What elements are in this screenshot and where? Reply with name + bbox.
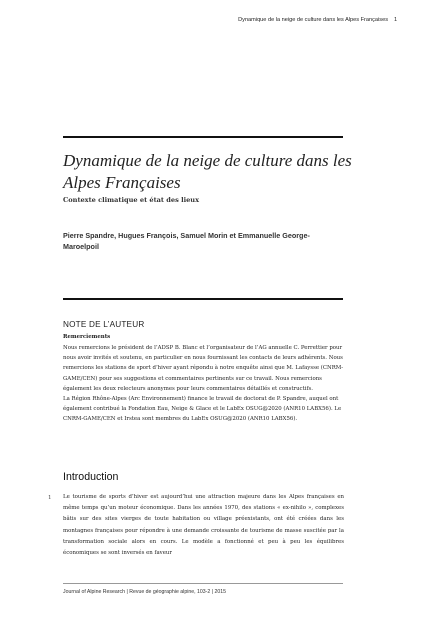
introduction-heading: Introduction <box>63 471 119 483</box>
running-header-title: Dynamique de la neige de culture dans les Alpes Françaises <box>238 17 388 23</box>
introduction-paragraph: Le tourisme de sports d’hiver est aujourd’hui une attraction majeure dans les Alpes françaises en même temps qu’un moteur économique. Dans les années 1970, des stations « ex-nihilo », complexes bâtis sur des sites vierges de toute habitation ou village préexistants, ont été créées dans les montagnes françaises pour répondre à une demande croissante de tourisme de masse suscitée par la transformation sociale alors en cours. Le modèle a fonctionné et peu à peu les équilibres économiques se sont inversés en faveur <box>63 494 344 557</box>
journal-footer: Journal of Alpine Research | Revue de géographie alpine, 103-2 | 2015 <box>63 589 227 595</box>
footer-rule <box>63 583 343 584</box>
page-number: 1 <box>394 17 398 23</box>
author-note-heading: NOTE DE L’AUTEUR <box>63 320 145 329</box>
article-subtitle: Contexte climatique et état des lieux <box>63 196 200 204</box>
acknowledgements-paragraph: Nous remercions le président de l’ADSP B. Blanc et l’organisateur de l’AG annuelle C. Perrettier pour nous avoir invités et soutenu, en particulier en nous fournissant les contacts de leurs adhérents. Nous remercions les stations de sport d’hiver ayant répondu à notre enquête ainsi que M. Lafaysse (CNRM-GAME/CEN) pour ses suggestions et commentaires pertinents sur ce travail. Nous remercions également les deux relecteurs anonymes pour leurs commentaires détaillés et constructifs. <box>63 345 344 392</box>
article-authors: Pierre Spandre, Hugues François, Samuel Morin et Emmanuelle George-Maroelpoil <box>63 231 310 251</box>
acknowledgements-label: Remerciements <box>63 334 111 340</box>
title-top-rule <box>63 136 343 138</box>
acknowledgements-body <box>63 343 347 425</box>
article-title: Dynamique de la neige de culture dans les Alpes Françaises <box>63 151 352 192</box>
authors-bottom-rule <box>63 298 343 300</box>
paragraph-number: 1 <box>48 495 52 501</box>
acknowledgements-paragraph: La Région Rhône-Alpes (Arc Environnement) finance le travail de doctorat de P. Spandre, auquel ont également contribué la Fondation Eau, Neige & Glace et le LabEx OSUG@2020 (ANR10 LABX56). Le CNRM-GAME/CEN et Irstea sont membres du LabEx OSUG@2020 (ANR10 LABX56). <box>63 396 342 423</box>
